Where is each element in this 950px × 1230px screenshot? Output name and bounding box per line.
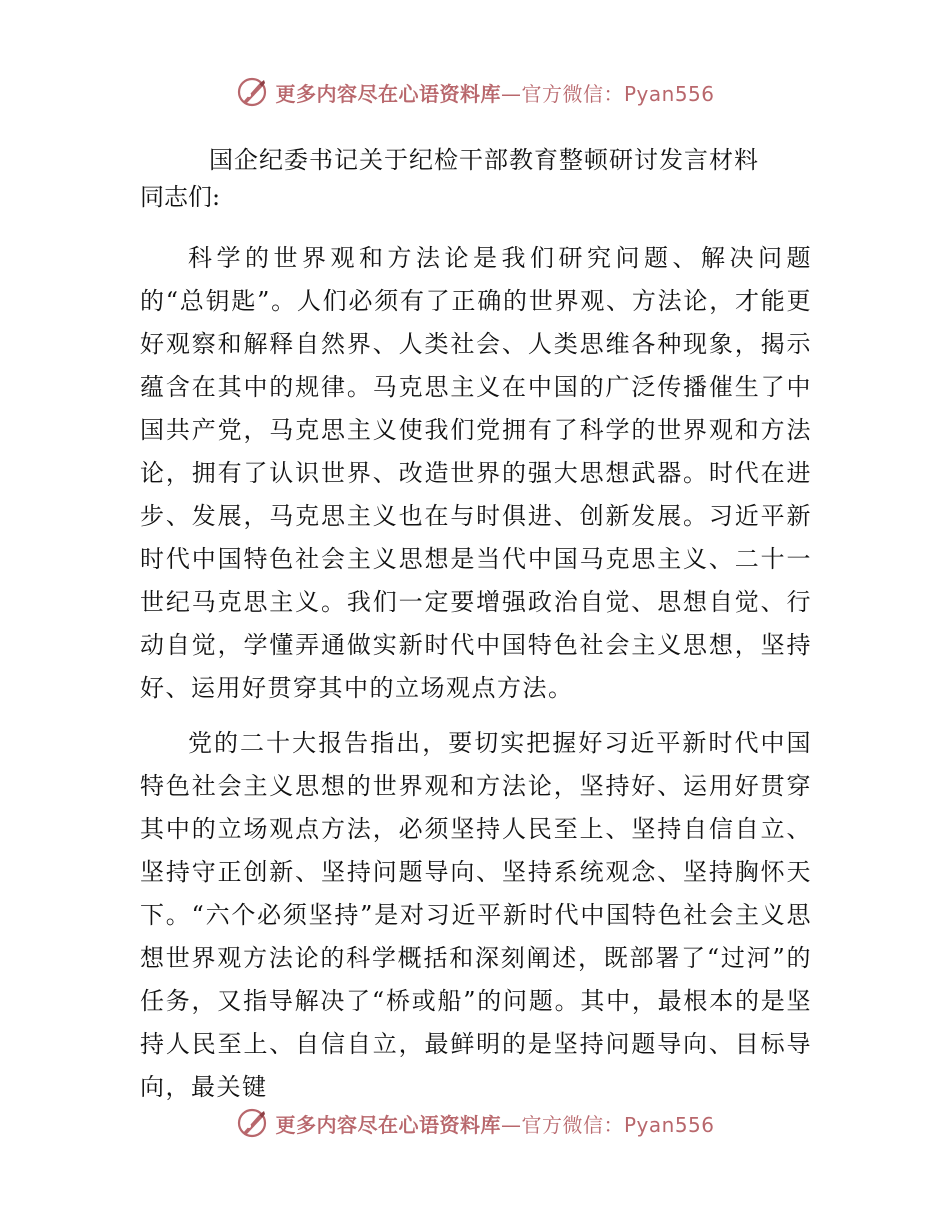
- document-body: [140, 237, 812, 1121]
- watermark-main: 更多内容尽在心语资料库: [275, 81, 501, 106]
- watermark-separator: —: [500, 1112, 522, 1137]
- watermark-official: 官方微信：: [521, 81, 624, 106]
- footer-watermark: [0, 1101, 950, 1145]
- watermark-separator: —: [500, 81, 522, 106]
- watermark-wechat-id: Pyan556: [623, 1112, 715, 1137]
- paragraph: 科学的世界观和方法论是我们研究问题、解决问题的“总钥匙”。人们必须有了正确的世界观、方法论，才能更好观察和解释自然界、人类社会、人类思维各种现象，揭示蕴含在其中的规律。马克思主义在中国的广泛传播催生了中国共产党，马克思主义使我们党拥有了科学的世界观和方法论，拥有了认识世界、改造世界的强大思想武器。时代在进步、发展，马克思主义也在与时俱进、创新发展。习近平新时代中国特色社会主义思想是当代中国马克思主义、二十一世纪马克思主义。我们一定要增强政治自觉、思想自觉、行动自觉，学懂弄通做实新时代中国特色社会主义思想，坚持好、运用好贯穿其中的立场观点方法。: [140, 244, 812, 702]
- watermark-text: [275, 1109, 714, 1138]
- watermark-text: [275, 78, 714, 107]
- pen-logo-icon: [235, 75, 269, 109]
- watermark-official: 官方微信：: [521, 1112, 624, 1137]
- document-title: 国企纪委书记关于纪检干部教育整顿研讨发言材料: [209, 146, 759, 174]
- pen-logo-icon: [235, 1106, 269, 1140]
- paragraph: 党的二十大报告指出，要切实把握好习近平新时代中国特色社会主义思想的世界观和方法论，坚持好、运用好贯穿其中的立场观点方法，必须坚持人民至上、坚持自信自立、坚持守正创新、坚持问题导向、坚持系统观念、坚持胸怀天下。“六个必须坚持”是对习近平新时代中国特色社会主义思想世界观方法论的科学概括和深刻阐述，既部署了“过河”的任务，又指导解决了“桥或船”的问题。其中，最根本的是坚持人民至上、自信自立，最鲜明的是坚持问题导向、目标导向，最关键: [140, 729, 812, 1101]
- header-watermark: [0, 70, 950, 114]
- salutation: 同志们:: [140, 183, 221, 211]
- watermark-wechat-id: Pyan556: [623, 81, 715, 106]
- watermark-main: 更多内容尽在心语资料库: [275, 1112, 501, 1137]
